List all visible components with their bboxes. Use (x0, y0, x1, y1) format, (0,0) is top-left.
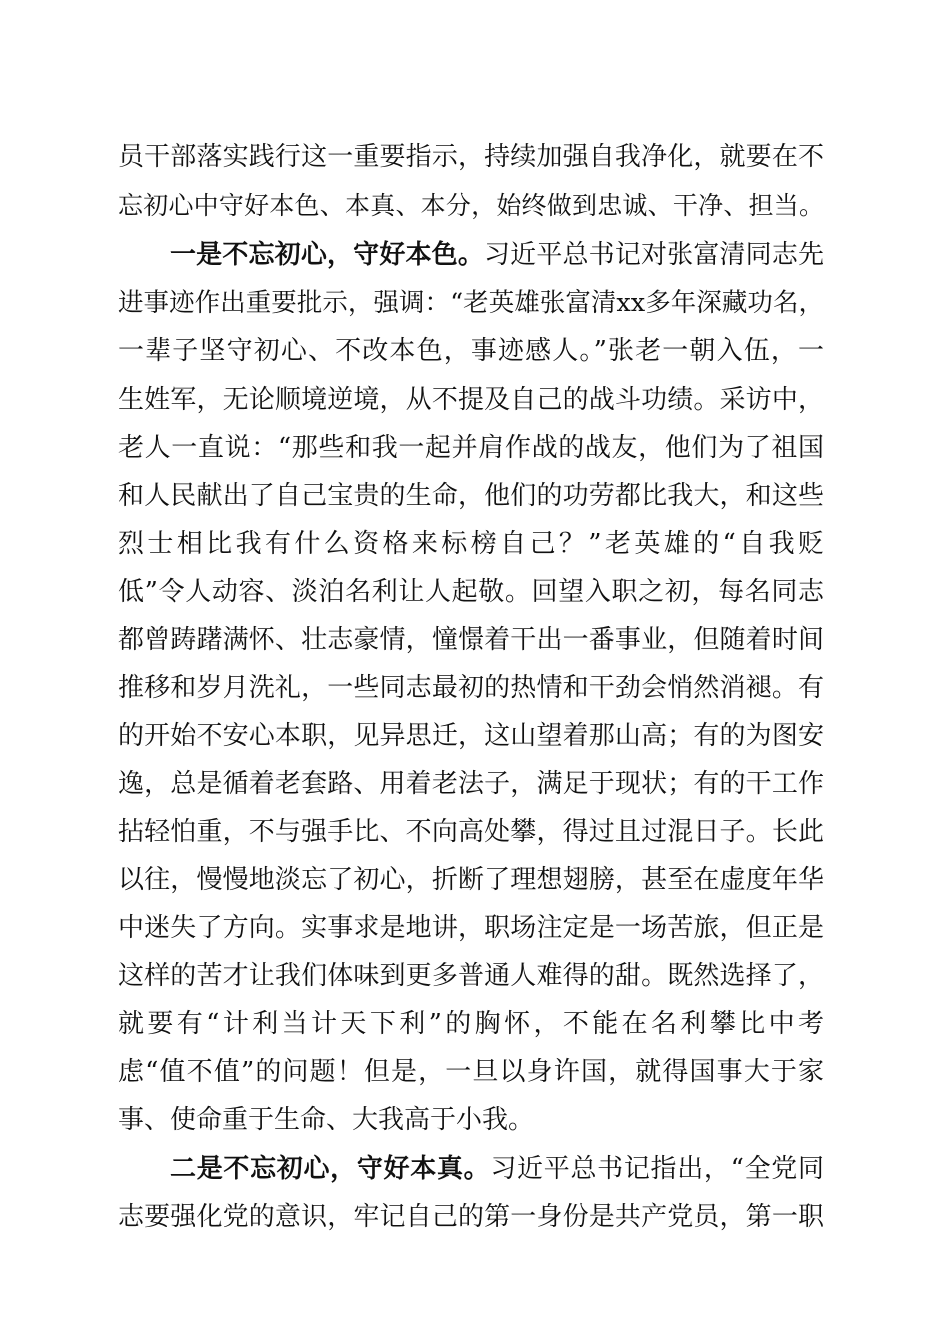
text-line: 烈士相比我有什么资格来标榜自己？”老英雄的“自我贬 (118, 529, 824, 559)
text-line: 的开始不安心本职，见异思迁，这山望着那山高；有的为图安 (118, 721, 824, 751)
paragraph-heading-line: 一是不忘初心，守好本色。习近平总书记对张富清同志先 (170, 240, 824, 270)
text-line: 这样的苦才让我们体味到更多普通人难得的甜。既然选择了， (118, 961, 824, 991)
text-line: 虑“值不值”的问题！但是，一旦以身许国，就得国事大于家 (118, 1057, 824, 1087)
text-line: 中迷失了方向。实事求是地讲，职场注定是一场苦旅，但正是 (118, 913, 824, 943)
text-line: 员干部落实践行这一重要指示，持续加强自我净化，就要在不 (118, 142, 824, 172)
text-line: 以往，慢慢地淡忘了初心，折断了理想翅膀，甚至在虚度年华 (118, 865, 824, 895)
text-line: 就要有“计利当计天下利”的胸怀，不能在名利攀比中考 (118, 1009, 824, 1039)
section-heading: 一是不忘初心，守好本色。 (170, 240, 484, 270)
text-line: 低”令人动容、淡泊名利让人起敬。回望入职之初，每名同志 (118, 577, 824, 607)
text-line: 推移和岁月洗礼，一些同志最初的热情和干劲会悄然消褪。有 (118, 673, 824, 703)
text-line: 老人一直说：“那些和我一起并肩作战的战友，他们为了祖国 (118, 433, 824, 463)
text-line: 都曾踌躇满怀、壮志豪情，憧憬着干出一番事业，但随着时间 (118, 625, 824, 655)
text-line: 忘初心中守好本色、本真、本分，始终做到忠诚、干净、担当。 (118, 191, 824, 220)
paragraph-heading-line: 二是不忘初心，守好本真。习近平总书记指出，“全党同 (170, 1154, 824, 1184)
text-line: 事、使命重于生命、大我高于小我。 (118, 1105, 535, 1135)
text-line: 逸，总是循着老套路、用着老法子，满足于现状；有的干工作 (118, 769, 824, 799)
text-line: 志要强化党的意识，牢记自己的第一身份是共产党员，第一职 (118, 1202, 824, 1232)
text-line: 生姓军，无论顺境逆境，从不提及自己的战斗功绩。采访中， (118, 385, 824, 415)
text-line: 拈轻怕重，不与强手比、不向高处攀，得过且过混日子。长此 (118, 817, 824, 847)
text-line: 进事迹作出重要批示，强调：“老英雄张富清xx多年深藏功名， (118, 288, 824, 318)
text-line: 一辈子坚守初心、不改本色，事迹感人。”张老一朝入伍，一 (118, 336, 824, 366)
section-heading: 二是不忘初心，守好本真。 (170, 1154, 491, 1184)
text-line: 和人民献出了自己宝贵的生命，他们的功劳都比我大，和这些 (118, 481, 824, 511)
